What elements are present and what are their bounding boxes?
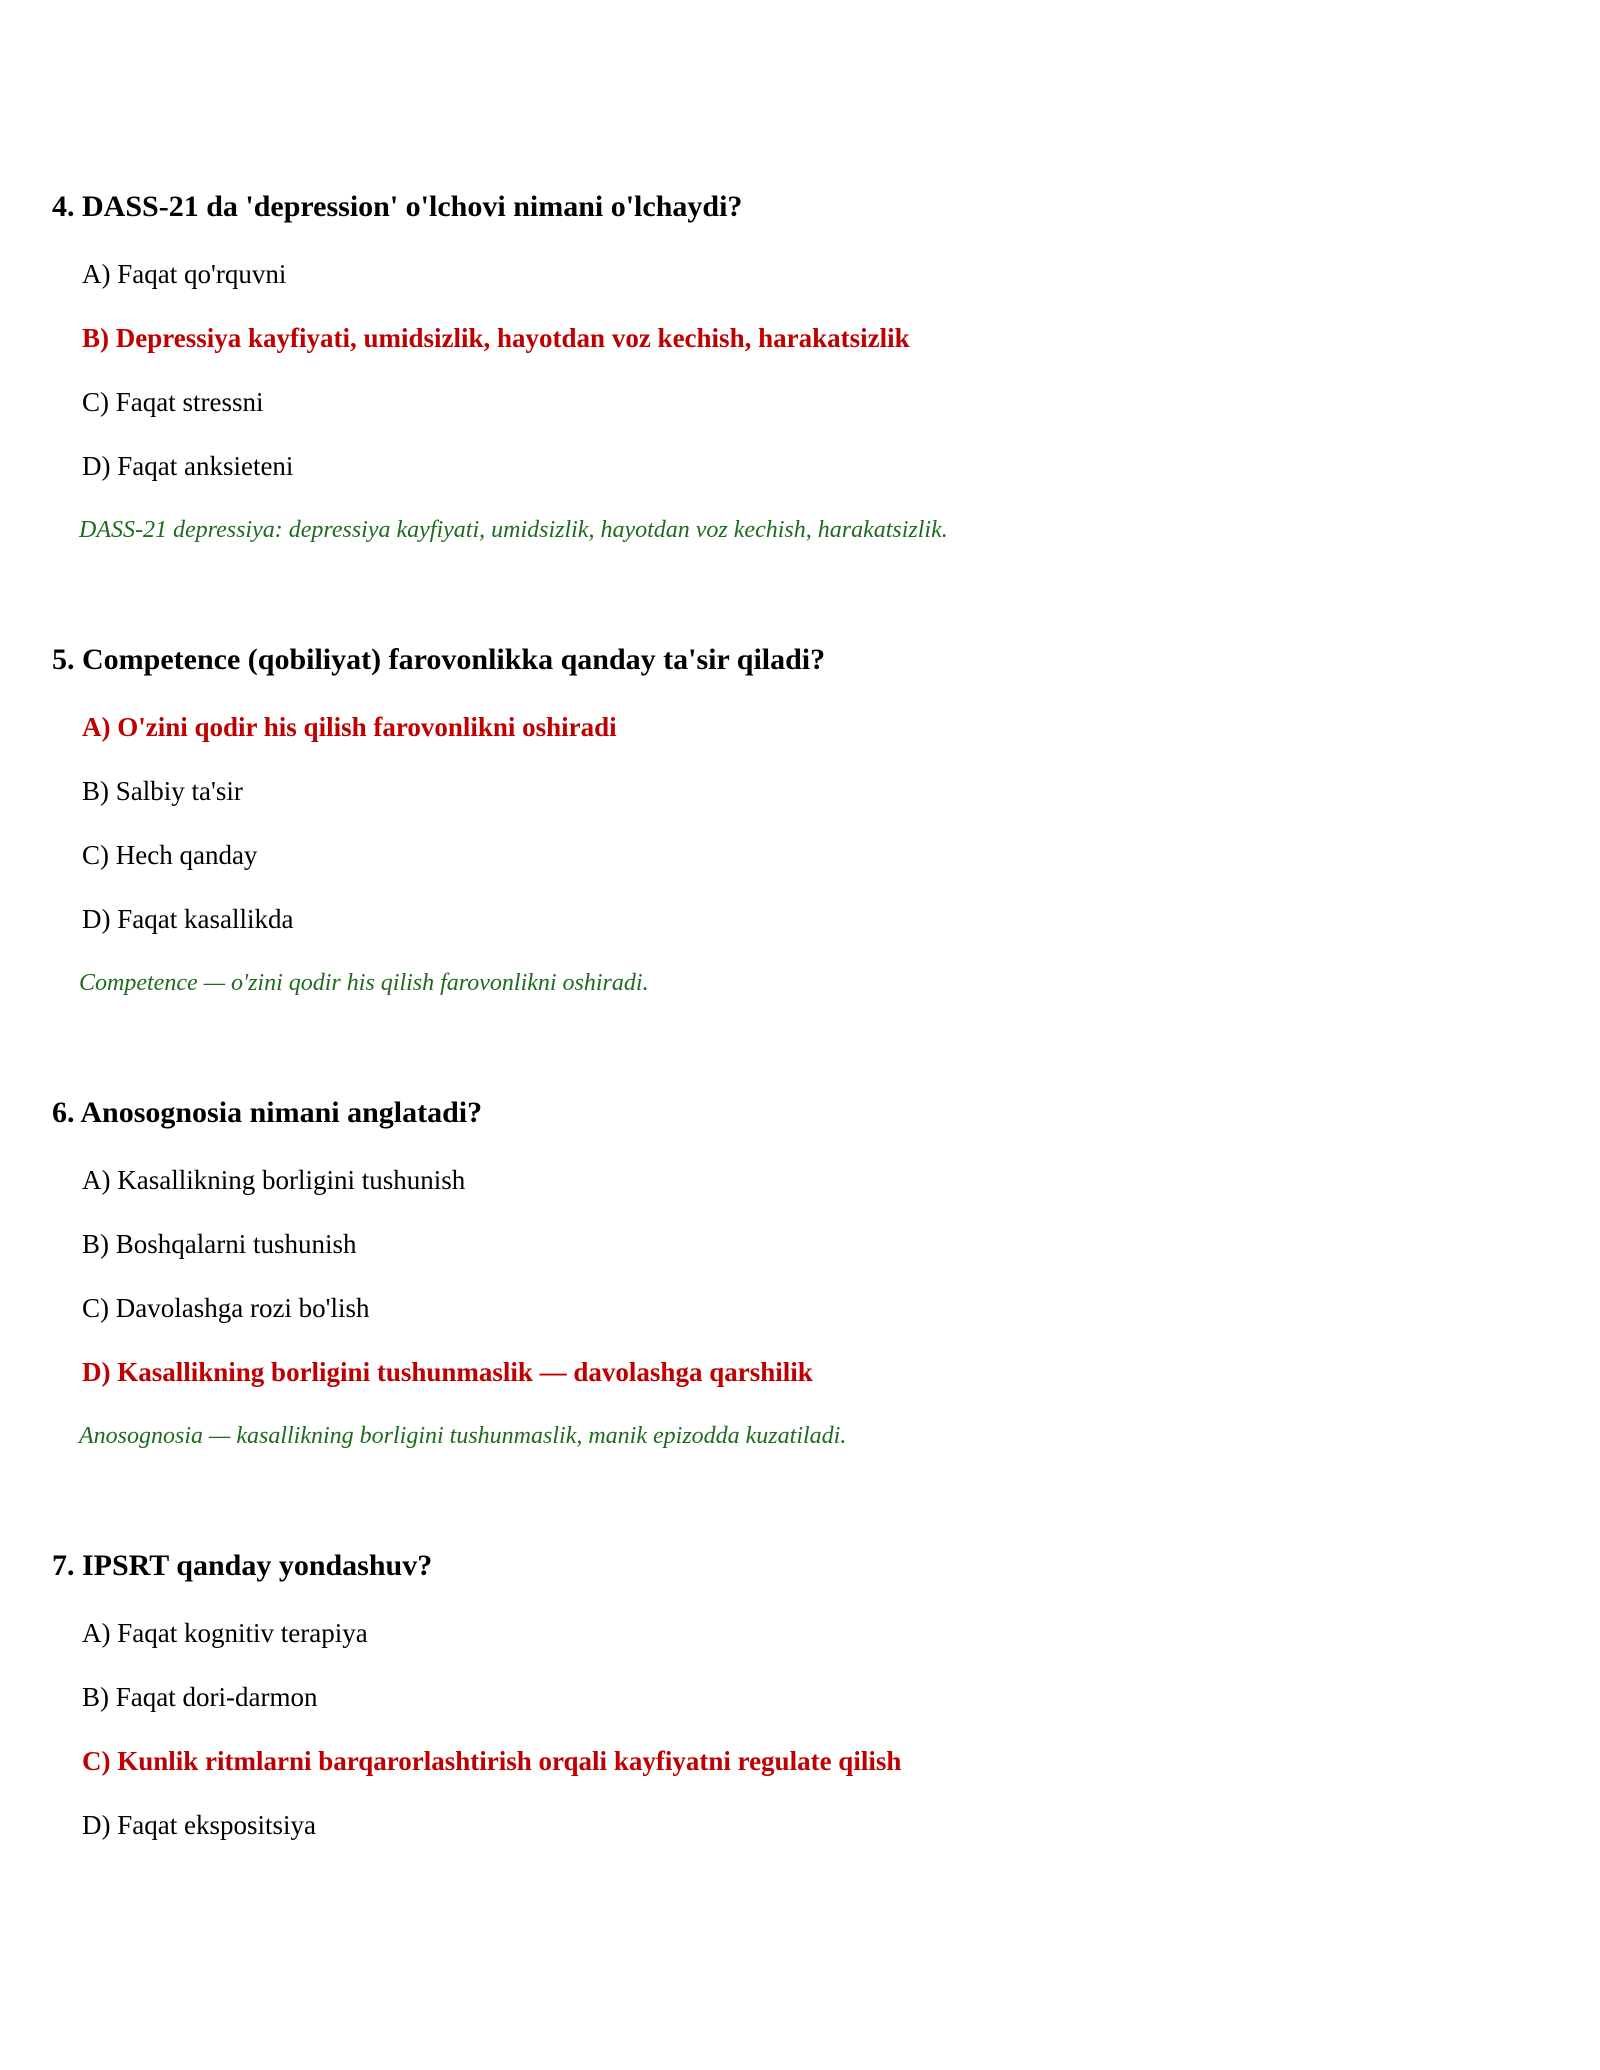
option-b: B) Salbiy ta'sir — [82, 776, 243, 806]
option-c-correct: C) Kunlik ritmlarni barqarorlashtirish orqali kayfiyatni regulate qilish — [82, 1746, 902, 1776]
option-b: B) Boshqalarni tushunish — [82, 1229, 357, 1259]
explanation: DASS-21 depressiya: depressiya kayfiyati, umidsizlik, hayotdan voz kechish, harakatsizlik. — [79, 517, 948, 543]
option-d: D) Faqat ekspositsiya — [82, 1810, 316, 1840]
option-d: D) Faqat kasallikda — [82, 904, 294, 934]
option-b: B) Faqat dori-darmon — [82, 1682, 318, 1712]
question-title: 6. Anosognosia nimani anglatadi? — [52, 1096, 483, 1129]
option-b-correct: B) Depressiya kayfiyati, umidsizlik, hayotdan voz kechish, harakatsizlik — [82, 323, 910, 353]
option-a-correct: A) O'zini qodir his qilish farovonlikni oshiradi — [82, 712, 617, 742]
explanation: Competence — o'zini qodir his qilish farovonlikni oshiradi. — [79, 970, 649, 996]
option-d: D) Faqat anksieteni — [82, 451, 294, 481]
option-d-correct: D) Kasallikning borligini tushunmaslik — davolashga qarshilik — [82, 1357, 813, 1387]
option-c: C) Davolashga rozi bo'lish — [82, 1293, 370, 1323]
option-a: A) Faqat qo'rquvni — [82, 259, 287, 289]
question-title: 4. DASS-21 da 'depression' o'lchovi nimani o'lchaydi? — [52, 190, 743, 223]
option-c: C) Hech qanday — [82, 840, 258, 870]
question-title: 5. Competence (qobiliyat) farovonlikka qanday ta'sir qiladi? — [52, 643, 826, 676]
option-a: A) Faqat kognitiv terapiya — [82, 1618, 368, 1648]
question-title: 7. IPSRT qanday yondashuv? — [52, 1549, 433, 1582]
option-a: A) Kasallikning borligini tushunish — [82, 1165, 466, 1195]
explanation: Anosognosia — kasallikning borligini tushunmaslik, manik epizodda kuzatiladi. — [79, 1423, 847, 1449]
option-c: C) Faqat stressni — [82, 387, 264, 417]
